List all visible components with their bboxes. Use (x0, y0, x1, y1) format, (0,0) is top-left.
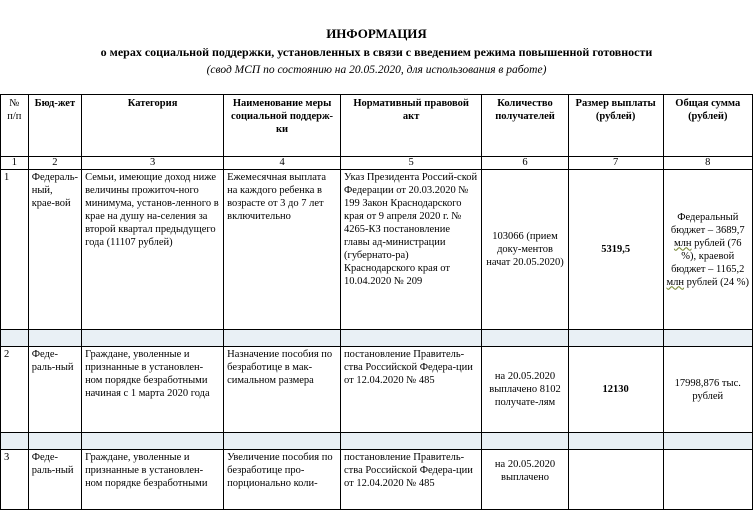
table-header-row (1, 95, 753, 157)
row-separator (1, 433, 753, 450)
column-number: 4 (224, 157, 341, 170)
column-number: 8 (663, 157, 752, 170)
column-number: 5 (341, 157, 482, 170)
category-cell: Граждане, уволенные и признанные в установлен-ном порядке безработными начиная с 1 марта 2020 года (82, 347, 224, 433)
budget-cell: Феде-раль-ный (28, 450, 81, 510)
measure-cell: Назначение пособия по безработице в мак-симальном размера (224, 347, 341, 433)
column-header: № п/п (1, 95, 29, 157)
row-separator (1, 330, 753, 347)
budget-cell: Федераль-ный, крае-вой (28, 170, 81, 330)
measure-cell: Увеличение пособия по безработице про-порционально коли- (224, 450, 341, 510)
total-unit: млн (673, 237, 692, 249)
amount-cell: 5319,5 (568, 170, 663, 330)
row-number: 2 (1, 347, 29, 433)
amount-cell: 12130 (568, 347, 663, 433)
row-number: 3 (1, 450, 29, 510)
table-row (1, 170, 753, 330)
recipients-cell: на 20.05.2020 выплачено 8102 получате-лям (482, 347, 568, 433)
document-subtitle: о мерах социальной поддержки, установленных в связи с введением режима повышенной готовности (100, 45, 653, 59)
category-cell: Семьи, имеющие доход ниже величины прожиточ-ного минимума, установ-ленного в крае на душу на-селения за второй квартал предыдущего года (11107 рублей) (82, 170, 224, 330)
document-note: (свод МСП по состоянию на 20.05.2020, для использования в работе) (206, 64, 547, 76)
column-number-row (1, 157, 753, 170)
document-title: ИНФОРМАЦИЯ (326, 26, 427, 41)
column-number: 6 (482, 157, 568, 170)
total-cell (663, 450, 752, 510)
column-number: 3 (82, 157, 224, 170)
category-cell: Граждане, уволенные и признанные в установлен-ном порядке безработными (82, 450, 224, 510)
recipients-cell: 103066 (прием доку-ментов начат 20.05.2020) (482, 170, 568, 330)
column-header: Размер выплаты (рублей) (568, 95, 663, 157)
column-header: Бюд-жет (28, 95, 81, 157)
table-row (1, 347, 753, 433)
act-cell: Указ Президента Россий-ской Федерации от 20.03.2020 № 199 Закон Краснодарского края от 9 апреля 2020 г. № 4265-КЗ постановление главы ад-министрации (губернато-ра) Краснодарского края от 10.04.2020 № 209 (341, 170, 482, 330)
column-header: Категория (82, 95, 224, 157)
act-cell: постановление Правитель-ства Российской Федера-ции от 12.04.2020 № 485 (341, 347, 482, 433)
total-text: рублей (24 %) (684, 276, 749, 288)
total-cell (663, 170, 752, 330)
column-header: Общая сумма (рублей) (663, 95, 752, 157)
column-header: Наименование меры социальной поддерж-ки (224, 95, 341, 157)
budget-cell: Феде-раль-ный (28, 347, 81, 433)
total-unit: млн (666, 276, 685, 288)
table-row (1, 450, 753, 510)
amount-cell (568, 450, 663, 510)
column-number: 1 (1, 157, 29, 170)
total-cell: 17998,876 тыс. рублей (663, 347, 752, 433)
column-number: 2 (28, 157, 81, 170)
total-text: рублей (76 %), краевой бюджет – 1165,2 (671, 237, 745, 275)
column-number: 7 (568, 157, 663, 170)
act-cell: постановление Правитель-ства Российской Федера-ции от 12.04.2020 № 485 (341, 450, 482, 510)
measure-cell: Ежемесячная выплата на каждого ребенка в возрасте от 3 до 7 лет включительно (224, 170, 341, 330)
row-number: 1 (1, 170, 29, 330)
measures-table (0, 94, 753, 510)
total-text: Федеральный бюджет – 3689,7 (670, 211, 745, 236)
recipients-cell: на 20.05.2020 выплачено (482, 450, 568, 510)
column-header: Нормативный правовой акт (341, 95, 482, 157)
column-header: Количество получателей (482, 95, 568, 157)
